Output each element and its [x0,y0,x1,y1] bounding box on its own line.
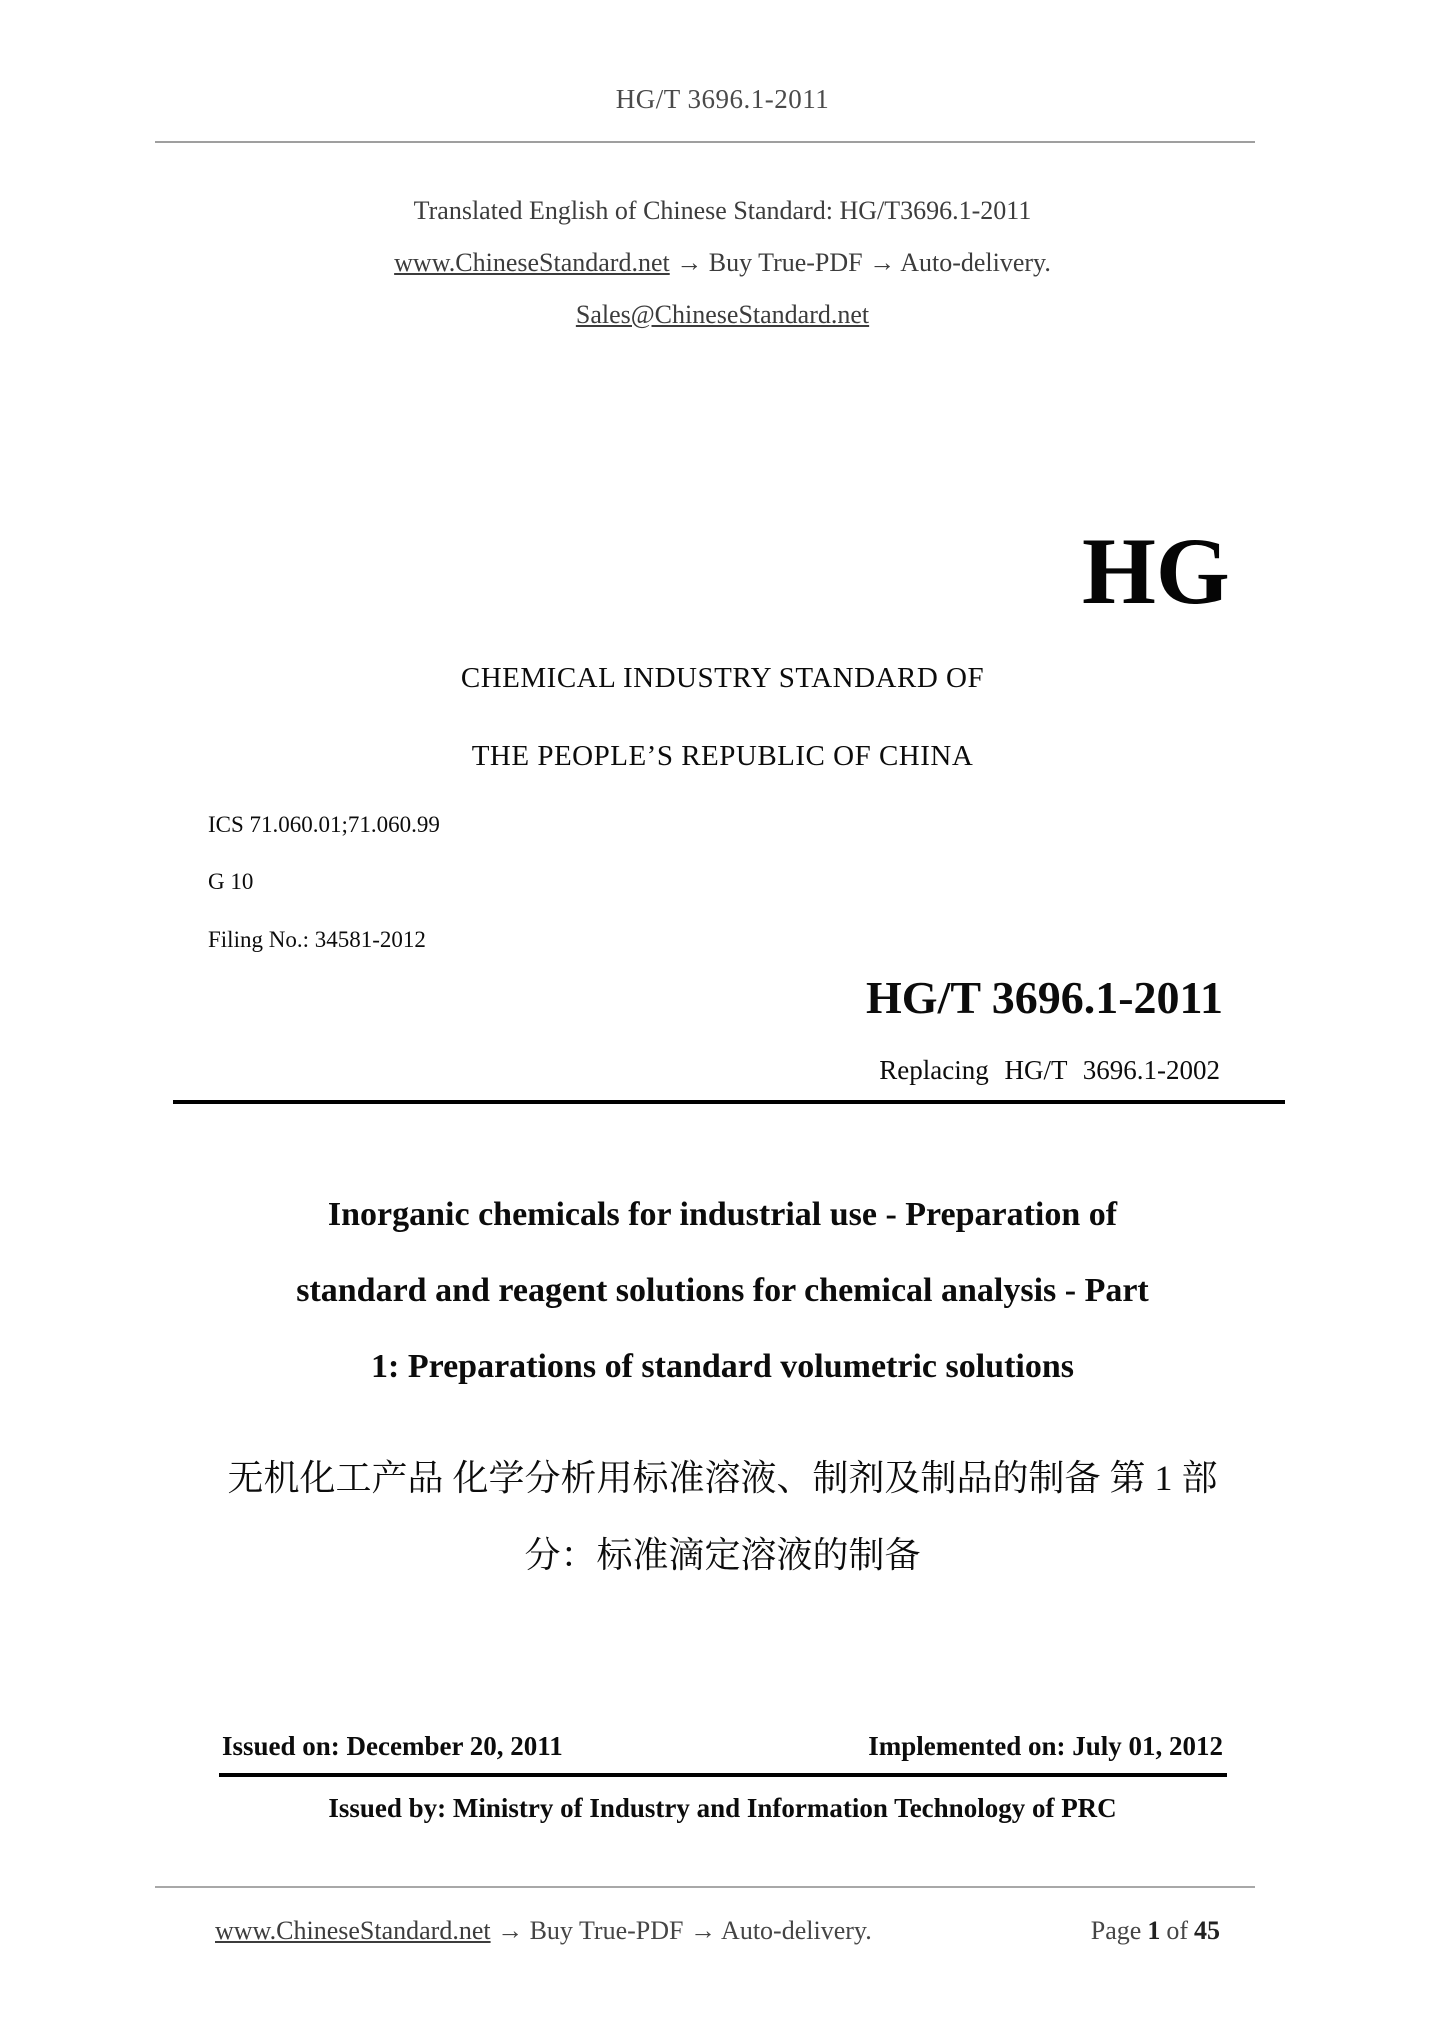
footer-row [215,1916,1220,1946]
org-name-line2: THE PEOPLE’S REPUBLIC OF CHINA [471,740,974,772]
issued-by-line: Issued by: Ministry of Industry and Information Technology of PRC [328,1793,1117,1823]
issued-on-date: Issued on: December 20, 2011 [222,1731,563,1761]
of-word: of [1166,1916,1188,1945]
footer-divider [155,1886,1255,1888]
header-doc-code: HG/T 3696.1-2011 [615,84,830,114]
page-indicator [1091,1916,1220,1946]
title-en-line2: standard and reagent solutions for chemical analysis - Part [296,1272,1149,1309]
translated-note: Translated English of Chinese Standard: HG/T3696.1-2011 [413,196,1032,225]
header-divider [155,141,1255,143]
buy-note-rest: → Buy True-PDF → Auto-delivery. [669,248,1051,277]
standard-divider [173,1100,1285,1104]
footer-website-link[interactable]: www.ChineseStandard.net [215,1916,491,1945]
standard-body-logo: HG [1082,518,1230,624]
filing-number: Filing No.: 34581-2012 [208,927,426,952]
standard-number: HG/T 3696.1-2011 [866,972,1223,1023]
replacing-note: Replacing HG/T 3696.1-2002 [879,1055,1220,1085]
website-link[interactable]: www.ChineseStandard.net [394,248,670,277]
implemented-on-date: Implemented on: July 01, 2012 [868,1731,1223,1761]
issue-divider [219,1773,1227,1777]
page-total: 45 [1194,1916,1220,1945]
buy-note [0,248,1445,278]
footer-promo-rest: → Buy True-PDF → Auto-delivery. [490,1916,872,1945]
issue-dates-row [222,1731,1223,1762]
title-zh-line1: 无机化工产品 化学分析用标准溶液、制剂及制品的制备 第 1 部 [227,1458,1218,1498]
title-en-line1: Inorganic chemicals for industrial use - Preparation of [327,1196,1118,1233]
org-name-line1: CHEMICAL INDUSTRY STANDARD OF [460,662,985,694]
title-zh-line2: 分：标准滴定溶液的制备 [524,1535,921,1575]
class-code: G 10 [208,869,254,894]
ics-code: ICS 71.060.01;71.060.99 [208,812,440,837]
title-en-line3: 1: Preparations of standard volumetric solutions [371,1348,1074,1385]
page-current: 1 [1147,1916,1161,1945]
footer-promo [215,1916,872,1946]
sales-email-line [0,300,1445,330]
sales-email-link[interactable]: Sales@ChineseStandard.net [575,300,870,329]
page-word: Page [1090,1916,1142,1945]
